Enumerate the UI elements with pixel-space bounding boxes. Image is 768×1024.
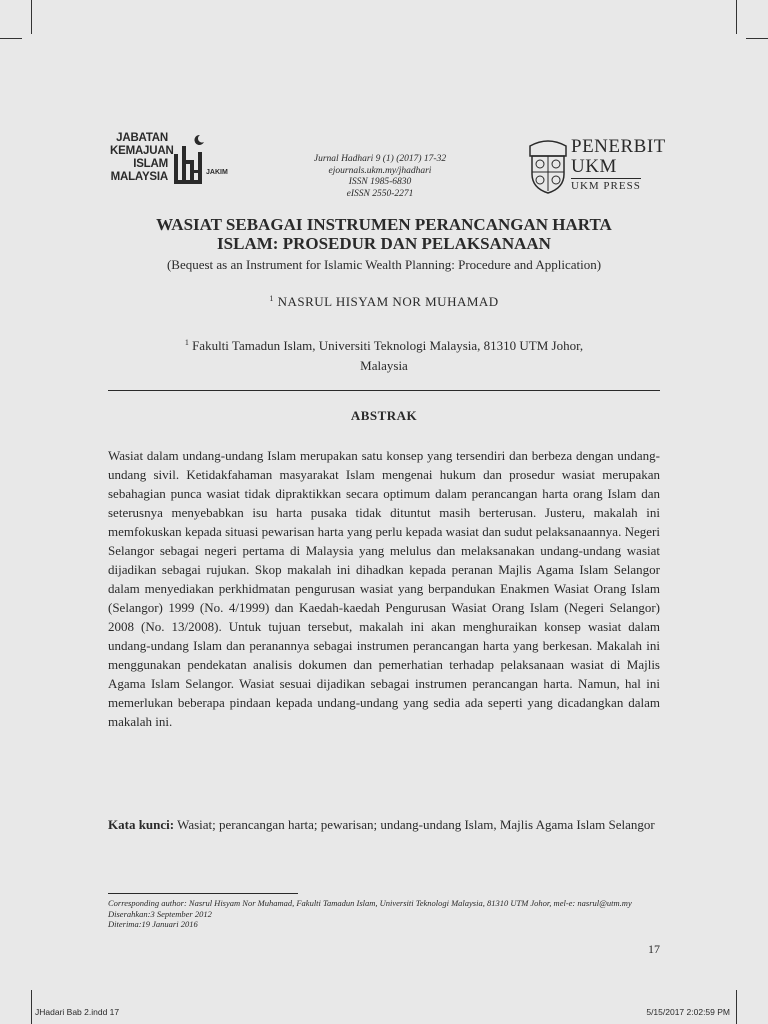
journal-url[interactable]: ejournals.ukm.my/jhadhari — [328, 165, 432, 176]
keywords-label: Kata kunci: — [108, 817, 175, 832]
keywords-text: Wasiat; perancangan harta; pewarisan; undang-undang Islam, Majlis Agama Islam Selangor — [177, 817, 655, 832]
author-name: NASRUL HISYAM NOR MUHAMAD — [277, 294, 499, 309]
ukm-press-text: UKM PRESS — [571, 180, 641, 192]
jakim-text-line: MALAYSIA — [110, 171, 168, 183]
affiliation — [130, 333, 638, 376]
penerbit-text: PENERBIT — [571, 136, 666, 157]
keywords — [108, 815, 660, 834]
title-line: ISLAM: PROSEDUR DAN PELAKSANAAN — [217, 234, 551, 253]
crop-mark-top-left — [31, 0, 32, 34]
author-line — [108, 294, 660, 310]
ukm-text: UKM — [571, 156, 617, 177]
slug-filename: JHadari Bab 2.indd 17 — [35, 1007, 120, 1017]
footnote-submitted: Diserahkan:3 September 2012 — [108, 908, 212, 919]
journal-issn: ISSN 1985-6830 — [348, 177, 412, 187]
jakim-text-line: JABATAN — [116, 132, 168, 144]
footnote-divider — [108, 893, 298, 894]
jakim-mark: JAKIM — [206, 169, 228, 176]
page-number: 17 — [648, 942, 660, 956]
footnote — [108, 898, 660, 930]
slug-timestamp: 5/15/2017 2:02:59 PM — [646, 1007, 730, 1017]
footnote-corresponding: Corresponding author: Nasrul Hisyam Nor Muhamad, Fakulti Tamadun Islam, Universiti Teknologi Malaysia, 81310 UTM Johor, mel-e: nasrul@utm.my — [108, 898, 632, 908]
penerbit-ukm-logo — [528, 136, 668, 196]
article-subtitle: (Bequest as an Instrument for Islamic Wealth Planning: Procedure and Application) — [166, 257, 602, 272]
crop-mark-bottom-left — [31, 990, 32, 1024]
title-line: WASIAT SEBAGAI INSTRUMEN PERANCANGAN HARTA — [156, 215, 612, 234]
journal-info — [285, 154, 475, 200]
jakim-logo-text — [110, 132, 174, 184]
crop-mark-top-left-h — [0, 38, 22, 39]
header-divider — [108, 390, 660, 391]
article-title — [108, 215, 660, 253]
ukm-crest-icon — [528, 136, 568, 194]
author-superscript: 1 — [269, 294, 274, 303]
affiliation-superscript: 1 — [184, 338, 189, 347]
crop-mark-top-right-h — [746, 38, 768, 39]
jakim-text-line: ISLAM — [133, 158, 168, 170]
journal-eissn: eISSN 2550-2271 — [346, 188, 414, 199]
crop-mark-bottom-right — [736, 990, 737, 1024]
jakim-text-line: KEMAJUAN — [110, 145, 174, 157]
abstract-body: Wasiat dalam undang-undang Islam merupakan satu konsep yang tersendiri dan berbeza dengan undang-undang sivil. Ketidakfahaman masyarakat Islam mengenai hukum dan prosedur wasiat merupakan sebahagian punca wasiat tidak dipraktikkan secara optimum dalam perancangan harta orang Islam dan seterusnya menyebabkan isu harta pusaka tidak dituntut masih berterusan. Justeru, makalah ini memfokuskan kepada situasi pewarisan harta yang perlu kepada wasiat dan sudut pelaksanaannya. Negeri Selangor sebagai negeri pertama di Malaysia yang melulus dan melaksanakan undang-undang wasiat dijadikan sebagai rujukan. Skop makalah ini dihadkan kepada peranan Majlis Agama Islam Selangor dalam menyediakan perkhidmatan pengurusan wasiat yang berpandukan Enakmen Wasiat Orang Islam (Selangor) 1999 (No. 4/1999) dan Kaedah-kaedah Pengurusan Wasiat Orang Islam (Negeri Selangor) 2008 (No. 13/2008). Untuk tujuan tersebut, makalah ini akan menghuraikan konsep wasiat dalam undang-undang Islam dan peranannya sebagai instrumen perancangan harta yang berkesan. Makalah ini menggunakan pendekatan analisis dokumen dan pemerhatian terhadap pelaksanaan wasiat di Majlis Agama Islam Selangor. Wasiat sesuai dijadikan sebagai instrumen perancangan harta. Namun, hal ini memerlukan beberapa pindaan kepada undang-undang yang sedia ada seperti yang dicadangkan dalam makalah ini. — [108, 448, 660, 729]
affiliation-text: Fakulti Tamadun Islam, Universiti Teknologi Malaysia, 81310 UTM Johor, — [192, 338, 584, 353]
jakim-emblem-icon — [172, 132, 206, 192]
journal-citation: Jurnal Hadhari 9 (1) (2017) 17-32 — [313, 154, 447, 164]
crop-mark-top-right — [736, 0, 737, 34]
abstract-heading: ABSTRAK — [350, 408, 418, 423]
affiliation-line: Malaysia — [360, 358, 408, 373]
footnote-accepted: Diterima:19 Januari 2016 — [108, 919, 198, 929]
affiliation-line — [130, 333, 638, 356]
jakim-logo — [110, 132, 250, 202]
